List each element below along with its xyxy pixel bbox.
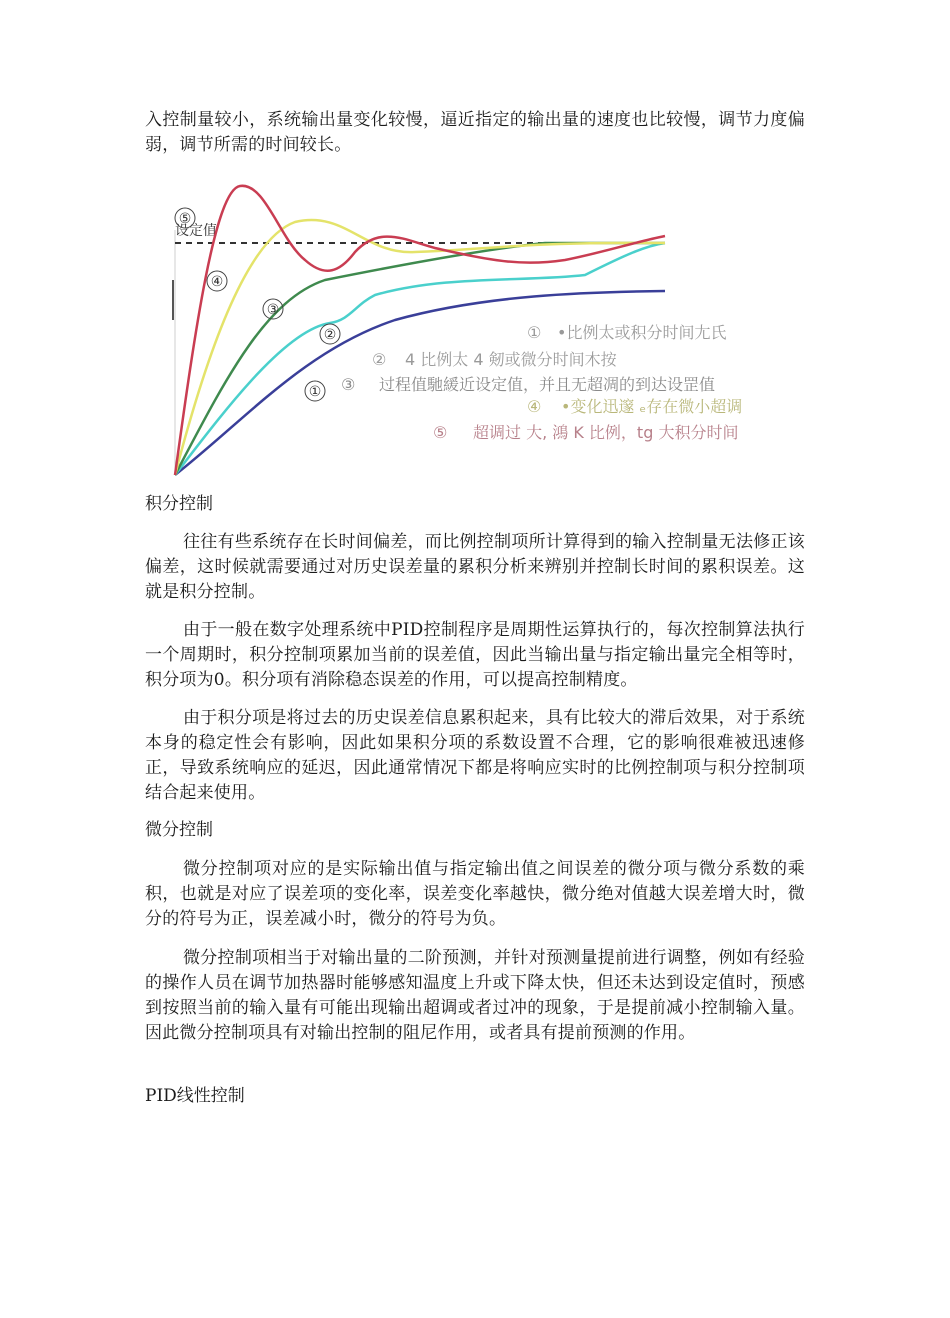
legend-item-1 [527, 323, 726, 342]
curve-marker-4 [207, 271, 227, 291]
marker-3-text: ③ [266, 302, 280, 318]
integral-paragraph-3: 由于积分项是将过去的历史误差信息累积起来，具有比较大的滞后效果，对于系统本身的稳定性会有影响，因此如果积分项的系数设置不合理，它的影响很难被迅速修正，导致系统响应的延迟，因此通常情况下都是将响应实时的比例控制项与积分控制项结合起来使用。 [145, 708, 805, 803]
integral-paragraph-2: 由于一般在数字处理系统中PID控制程序是周期性运算执行的，每次控制算法执行一个周期时，积分控制项累加当前的误差值，因此当输出量与指定输出量完全相等时，积分项为0。积分项有消除稳态误差的作用，可以提高控制精度。 [145, 620, 805, 690]
legend-number-1: ① [527, 323, 542, 342]
legend-text-2: 4 比例太 4 剱或微分时间木按 [405, 350, 617, 369]
marker-2-text: ② [323, 327, 337, 343]
marker-1-text: ① [308, 384, 322, 400]
pid-response-figure [165, 180, 780, 480]
marker-5-text: ⑤ [178, 211, 192, 227]
legend-item-3 [341, 375, 715, 394]
legend-number-3: ③ [341, 375, 356, 394]
curve-marker-2 [320, 324, 340, 344]
setpoint-label: 设定值 [175, 223, 217, 239]
curve-marker-1 [305, 381, 325, 401]
derivative-paragraph-1: 微分控制项对应的是实际输出值与指定输出值之间误差的微分项与微分系数的乘积，也就是对应了误差项的变化率，误差变化率越快，微分绝对值越大误差增大时，微分的符号为正，误差减小时，微分的符号为负。 [145, 859, 805, 929]
derivative-paragraph-2: 微分控制项相当于对输出量的二阶预测，并针对预测量提前进行调整，例如有经验的操作人员在调节加热器时能够感知温度上升或下降太快，但还未达到设定值时，预感到按照当前的输入量有可能出现输出超调或者过冲的现象，于是提前减小控制输入量。因此微分控制项具有对输出控制的阻尼作用，或者具有提前预测的作用。 [145, 948, 805, 1043]
integral-paragraph-1: 往往有些系统存在长时间偏差，而比例控制项所计算得到的输入控制量无法修正该偏差，这时候就需要通过对历史误差量的累积分析来辨别并控制长时间的累积误差。这就是积分控制。 [145, 532, 805, 602]
integral-heading: 积分控制 [145, 494, 213, 514]
legend-number-2: ② [372, 350, 387, 369]
legend-text-4: •变化迅邃 ₑ存在微小超调 [561, 397, 743, 416]
legend-number-5: ⑤ [433, 423, 448, 442]
legend-text-1: •比例太或积分时间尢氏 [557, 323, 727, 342]
legend-text-5: 超调过 大, 鴻 K 比例，tg 大积分时间 [473, 423, 739, 442]
legend-item-4 [527, 397, 742, 416]
legend-item-2 [372, 350, 618, 369]
legend-text-3: 过程值馳緩近设定值，并且无超凋的到达设罡值 [379, 375, 716, 394]
marker-4-text: ④ [210, 274, 224, 290]
legend-item-5 [433, 423, 738, 442]
derivative-heading: 微分控制 [145, 820, 213, 840]
legend-number-4: ④ [527, 397, 542, 416]
pid-linear-heading: PID线性控制 [145, 1086, 245, 1106]
curve-marker-5 [175, 208, 195, 228]
intro-paragraph: 入控制量较小，系统输出量变化较慢，逼近指定的输出量的速度也比较慢，调节力度偏弱，调节所需的时间较长。 [145, 110, 805, 155]
